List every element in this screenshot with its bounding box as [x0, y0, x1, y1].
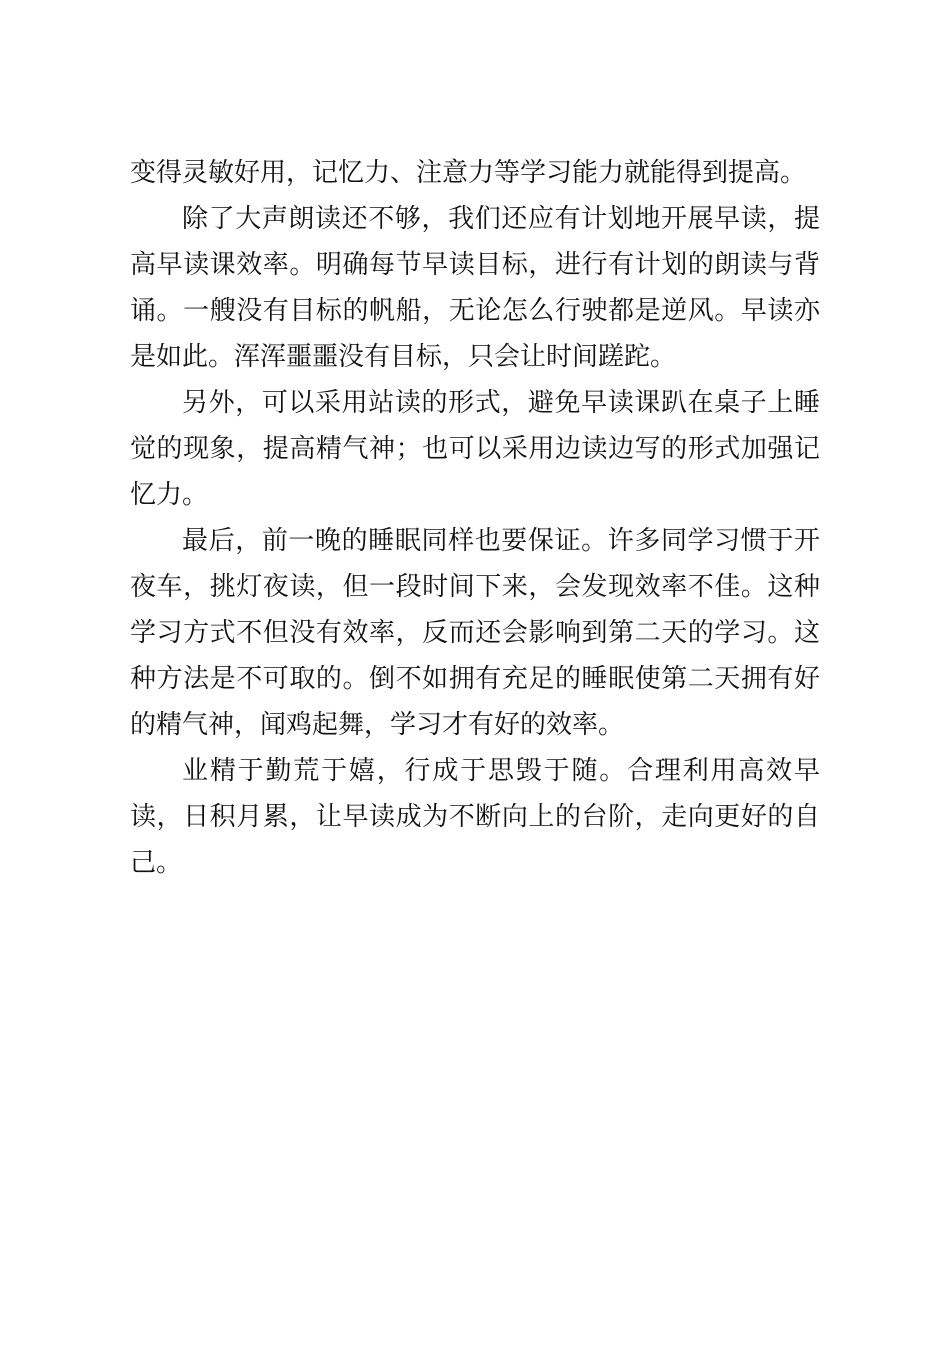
paragraph-planned-reading: 除了大声朗读还不够，我们还应有计划地开展早读，提高早读课效率。明确每节早读目标，进行有计划的朗读与背诵。一艘没有目标的帆船，无论怎么行驶都是逆风。早读亦是如此。浑浑噩噩没有目标，只会让时间蹉跎。 — [130, 204, 820, 372]
paragraph-sleep: 最后，前一晚的睡眠同样也要保证。许多同学习惯于开夜车，挑灯夜读，但一段时间下来，会发现效率不佳。这种学习方式不但没有效率，反而还会影响到第二天的学习。这种方法是不可取的。倒不如拥有充足的睡眠使第二天拥有好的精气神，闻鸡起舞，学习才有好的效率。 — [130, 526, 820, 740]
paragraph-continued: 变得灵敏好用，记忆力、注意力等学习能力就能得到提高。 — [130, 158, 807, 188]
document-body — [130, 150, 820, 886]
paragraph-conclusion: 业精于勤荒于嬉，行成于思毁于随。合理利用高效早读，日积月累，让早读成为不断向上的台阶，走向更好的自己。 — [130, 756, 820, 878]
paragraph-standing-reading: 另外，可以采用站读的形式，避免早读课趴在桌子上睡觉的现象，提高精气神；也可以采用边读边写的形式加强记忆力。 — [130, 388, 820, 510]
